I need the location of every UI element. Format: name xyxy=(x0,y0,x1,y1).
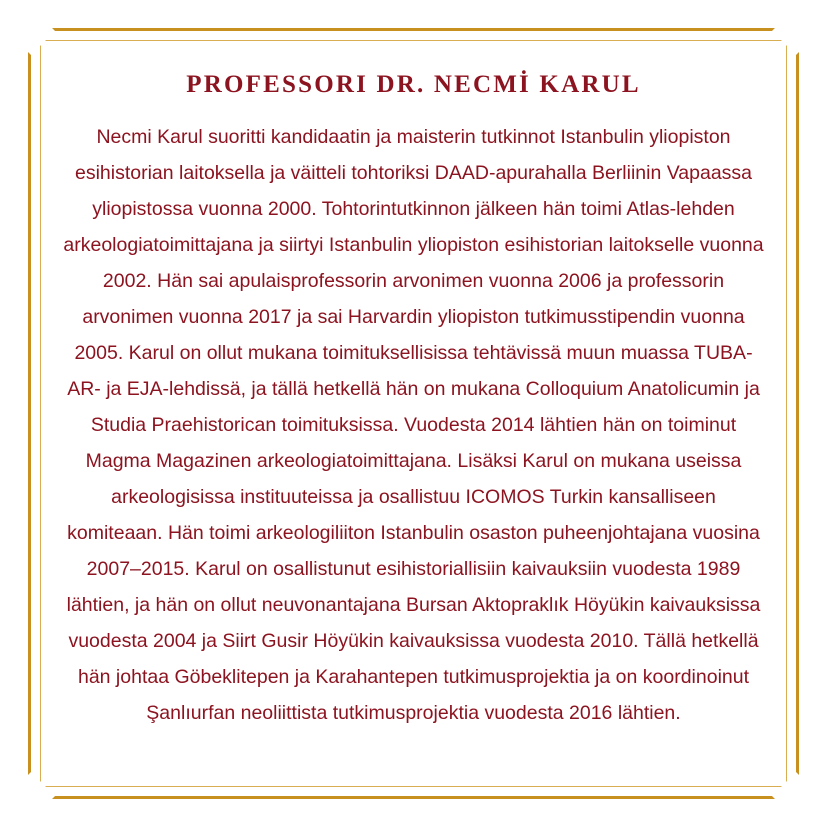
biography-text: Necmi Karul suoritti kandidaatin ja maisterin tutkinnot Istanbulin yliopiston esihistorian laitoksella ja väitteli tohtoriksi DAAD-apurahalla Berliinin Vapaassa yliopistossa vuonna 2000. Tohtorintutkinnon jälkeen hän toimi Atlas-lehden arkeologiatoimittajana ja siirtyi Istanbulin yliopiston esihistorian laitokselle vuonna 2002. Hän sai apulaisprofessorin arvonimen vuonna 2006 ja professorin arvonimen vuonna 2017 ja sai Harvardin yliopiston tutkimusstipendin vuonna 2005. Karul on ollut mukana toimituksellisissa tehtävissä muun muassa TUBA-AR- ja EJA-lehdissä, ja tällä hetkellä hän on mukana Colloquium Anatolicumin ja Studia Praehistorican toimituksissa. Vuodesta 2014 lähtien hän on toiminut Magma Magazinen arkeologiatoimittajana. Lisäksi Karul on mukana useissa arkeologisissa instituuteissa ja osallistuu ICOMOS Turkin kansalliseen komiteaan. Hän toimi arkeologiliiton Istanbulin osaston puheenjohtajana vuosina 2007–2015. Karul on osallistunut esihistoriallisiin kaivauksiin vuodesta 1989 lähtien, ja hän on ollut neuvonantajana Bursan Aktopraklık Höyükin kaivauksissa vuodesta 2004 ja Siirt Gusir Höyükin kaivauksissa vuodesta 2010. Tällä hetkellä hän johtaa Göbeklitepen ja Karahantepen tutkimusprojektia ja on koordinoinut Şanlıurfan neoliittista tutkimusprojektia vuodesta 2016 lähtien. xyxy=(63,125,764,724)
card-content xyxy=(53,55,774,774)
corner-notch-bottom-left xyxy=(7,772,55,820)
corner-notch-top-left xyxy=(7,7,55,55)
biography-card xyxy=(28,28,799,799)
corner-notch-top-right xyxy=(772,7,820,55)
page-title: PROFESSORI DR. NECMİ KARUL xyxy=(186,71,641,98)
corner-notch-bottom-right xyxy=(772,772,820,820)
